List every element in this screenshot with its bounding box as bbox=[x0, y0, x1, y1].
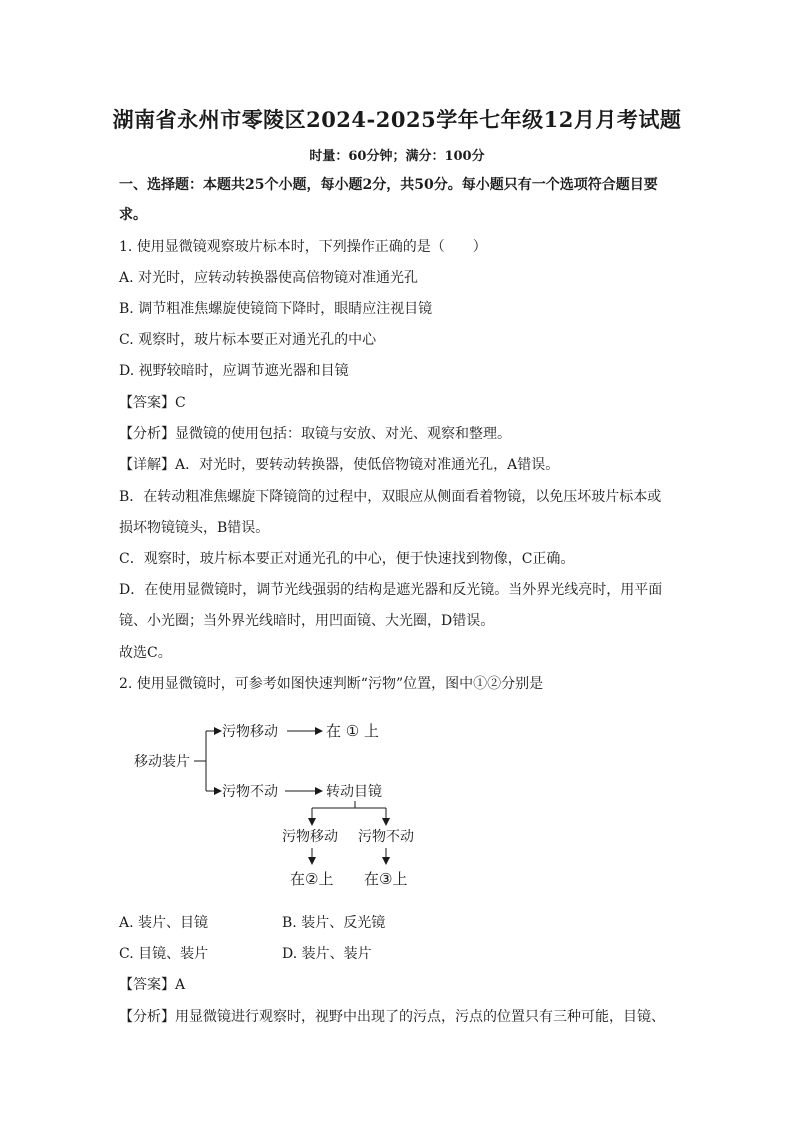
question-1-detail: D．在使用显微镜时，调节光线强弱的结构是遮光器和反光镜。当外界光线亮时，用平面 bbox=[119, 582, 663, 598]
question-2-option-b: B. 装片、反光镜 bbox=[282, 915, 386, 931]
node-dirt-moves: 污物移动 bbox=[222, 724, 278, 740]
question-1-option-d: D. 视野较暗时，应调节遮光器和目镜 bbox=[119, 363, 349, 379]
question-1-detail: 损坏物镜镜头，B错误。 bbox=[119, 520, 270, 536]
microscope-flowchart bbox=[0, 700, 794, 900]
node-turn-eyepiece: 转动目镜 bbox=[326, 784, 382, 800]
question-1-conclusion: 故选C。 bbox=[119, 645, 172, 661]
question-1-analysis: 【分析】显微镜的使用包括：取镜与安放、对光、观察和整理。 bbox=[119, 426, 511, 442]
page-title: 湖南省永州市零陵区2024-2025学年七年级12月月考试题 bbox=[112, 107, 682, 132]
question-1-option-c: C. 观察时，玻片标本要正对通光孔的中心 bbox=[119, 332, 377, 348]
question-1-option-a: A. 对光时，应转动转换器使高倍物镜对准通光孔 bbox=[119, 270, 419, 286]
node-result-2: 在②上 bbox=[290, 870, 334, 888]
node-dirt-moves-2: 污物移动 bbox=[282, 829, 338, 845]
question-2-analysis: 【分析】用显微镜进行观察时，视野中出现了的污点，污点的位置只有三种可能，目镜、 bbox=[119, 1009, 665, 1025]
node-dirt-still-2: 污物不动 bbox=[358, 829, 414, 845]
question-1-answer: 【答案】C bbox=[119, 395, 186, 411]
question-1-detail: 镜、小光圈；当外界光线暗时，用凹面镜、大光圈，D错误。 bbox=[119, 613, 495, 629]
question-1-detail: B．在转动粗准焦螺旋下降镜筒的过程中，双眼应从侧面看着物镜，以免压坏玻片标本或 bbox=[119, 489, 662, 505]
question-2-answer: 【答案】A bbox=[119, 977, 186, 993]
question-1-detail: 【详解】A．对光时，要转动转换器，使低倍物镜对准通光孔，A错误。 bbox=[119, 457, 560, 473]
section-heading-cont: 求。 bbox=[119, 207, 147, 223]
node-dirt-still: 污物不动 bbox=[222, 784, 278, 800]
question-1-stem: 1. 使用显微镜观察玻片标本时，下列操作正确的是（ ） bbox=[119, 239, 487, 255]
section-heading: 一、选择题：本题共25个小题，每小题2分，共50分。每小题只有一个选项符合题目要 bbox=[119, 177, 658, 193]
node-move-slide: 移动装片 bbox=[134, 754, 190, 770]
question-2-option-a: A. 装片、目镜 bbox=[119, 915, 209, 931]
question-2-option-c: C. 目镜、装片 bbox=[119, 946, 209, 962]
question-1-detail: C．观察时，玻片标本要正对通光孔的中心，便于快速找到物像，C正确。 bbox=[119, 551, 575, 567]
question-1-option-b: B. 调节粗准焦螺旋使镜筒下降时，眼睛应注视目镜 bbox=[119, 301, 433, 317]
question-2-option-d: D. 装片、装片 bbox=[282, 946, 372, 962]
exam-info: 时量：60分钟；满分：100分 bbox=[309, 149, 485, 164]
question-2-stem: 2. 使用显微镜时，可参考如图快速判断“污物”位置，图中①②分别是 bbox=[119, 676, 544, 692]
node-result-3: 在③上 bbox=[364, 870, 408, 888]
node-result-1: 在 ① 上 bbox=[326, 722, 379, 740]
